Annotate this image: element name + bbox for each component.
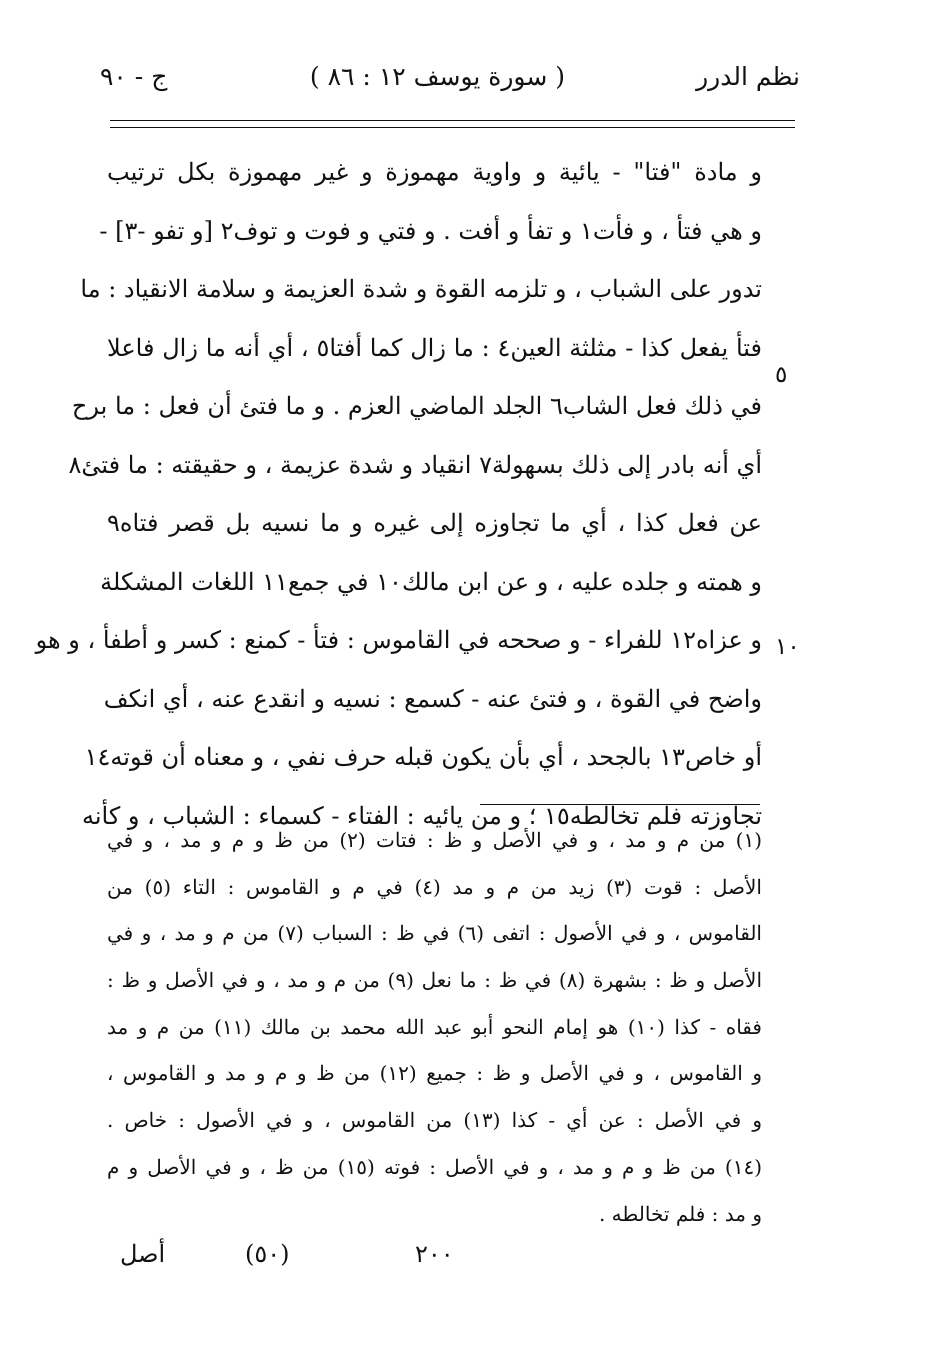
footnote-separator bbox=[480, 804, 760, 805]
text-line: فتأ يفعل كذا - مثلثة العين٤ : ما زال كما أفتا٥ ، أي أنه ما زال فاعلا bbox=[107, 333, 762, 362]
footnote-line: و في الأصل : عن أي - كذا (١٣) من القاموس ، و في الأصول : خاص . bbox=[107, 1108, 762, 1133]
footnote-line: و القاموس ، و في الأصل و ظ : جميع (١٢) من ظ و م و مد و القاموس ، bbox=[107, 1061, 762, 1086]
header-rule-bottom bbox=[110, 127, 795, 128]
text-line: و مادة "فتا" - يائية و واوية مهموزة و غير مهموزة بكل ترتيب bbox=[107, 158, 762, 186]
line-number-5: ٥ bbox=[775, 362, 788, 388]
text-line: أي أنه بادر إلى ذلك بسهولة٧ انقياد و شدة عزيمة ، و حقيقته : ما فتئ٨ bbox=[68, 450, 762, 479]
footnote-line: (١) من م و مد ، و في الأصل و ظ : فتات (٢) من ظ و م و مد ، و في bbox=[107, 828, 762, 852]
page-number: ٢٠٠ bbox=[415, 1240, 454, 1268]
footnotes bbox=[107, 817, 762, 1237]
sheet-number: (٥٠) bbox=[245, 1240, 290, 1268]
running-header bbox=[100, 62, 800, 106]
footnote-line: القاموس ، و في الأصول : اتفى (٦) في ظ : السباب (٧) من م و مد ، و في bbox=[107, 921, 762, 946]
part-reference: ج - ٩٠ bbox=[100, 62, 168, 91]
text-line: تجاوزته فلم تخالطه١٥ ؛ و من يائيه : الفتاء - كسماء : الشباب ، و كأنه bbox=[81, 801, 762, 830]
footnote-line: الأصل و ظ : بشهرة (٨) في ظ : ما نعل (٩) من م و مد ، و في الأصل و ظ : bbox=[107, 968, 762, 993]
header-rule-top bbox=[110, 120, 795, 121]
text-line: تدور على الشباب ، و تلزمه القوة و شدة العزيمة و سلامة الانقياد : ما bbox=[80, 275, 762, 303]
catchword: أصل bbox=[120, 1240, 166, 1268]
text-line: في ذلك فعل الشاب٦ الجلد الماضي العزم . و ما فتئ أن فعل : ما برح bbox=[71, 392, 762, 420]
line-number-10: ١٠ bbox=[775, 634, 800, 660]
main-text bbox=[35, 143, 762, 845]
sura-reference: ( سورة يوسف ١٢ : ٨٦ ) bbox=[309, 62, 565, 91]
text-line: و همته و جلده عليه ، و عن ابن مالك١٠ في جمع١١ اللغات المشكلة bbox=[100, 567, 762, 596]
text-line: عن فعل كذا ، أي ما تجاوزه إلى غيره و ما نسيه بل قصر فتاه٩ bbox=[107, 509, 762, 537]
footnote-line: و مد : فلم تخالطه . bbox=[598, 1201, 762, 1226]
text-line: أو خاص١٣ بالجحد ، أي بأن يكون قبله حرف نفي ، و معناه أن قوته١٤ bbox=[84, 743, 762, 771]
text-line: واضح في القوة ، و فتئ عنه - كسمع : نسيه و انقدع عنه ، أي انكف bbox=[103, 684, 762, 713]
text-line: و هي فتأ ، و فأت١ و تفأ و أفت . و فتي و فوت و توف٢ [و تفو -٣] - bbox=[99, 216, 762, 245]
footnote-line: الأصل : قوت (٣) زيد من م و مد (٤) في م و القاموس : التاء (٥) من bbox=[107, 874, 762, 899]
text-line: و عزاه١٢ للفراء - و صححه في القاموس : فتأ - كمنع : كسر و أطفأ ، و هو bbox=[35, 626, 762, 654]
footnote-line: (١٤) من ظ و م و مد ، و في الأصل : فوته (١٥) من ظ ، و في الأصل و م bbox=[107, 1154, 763, 1179]
page-footer bbox=[120, 1240, 800, 1280]
book-title: نظم الدرر bbox=[696, 62, 800, 91]
footnote-line: فقاه - كذا (١٠) هو إمام النحو أبو عبد الله محمد بن مالك (١١) من م و مد bbox=[107, 1014, 762, 1039]
